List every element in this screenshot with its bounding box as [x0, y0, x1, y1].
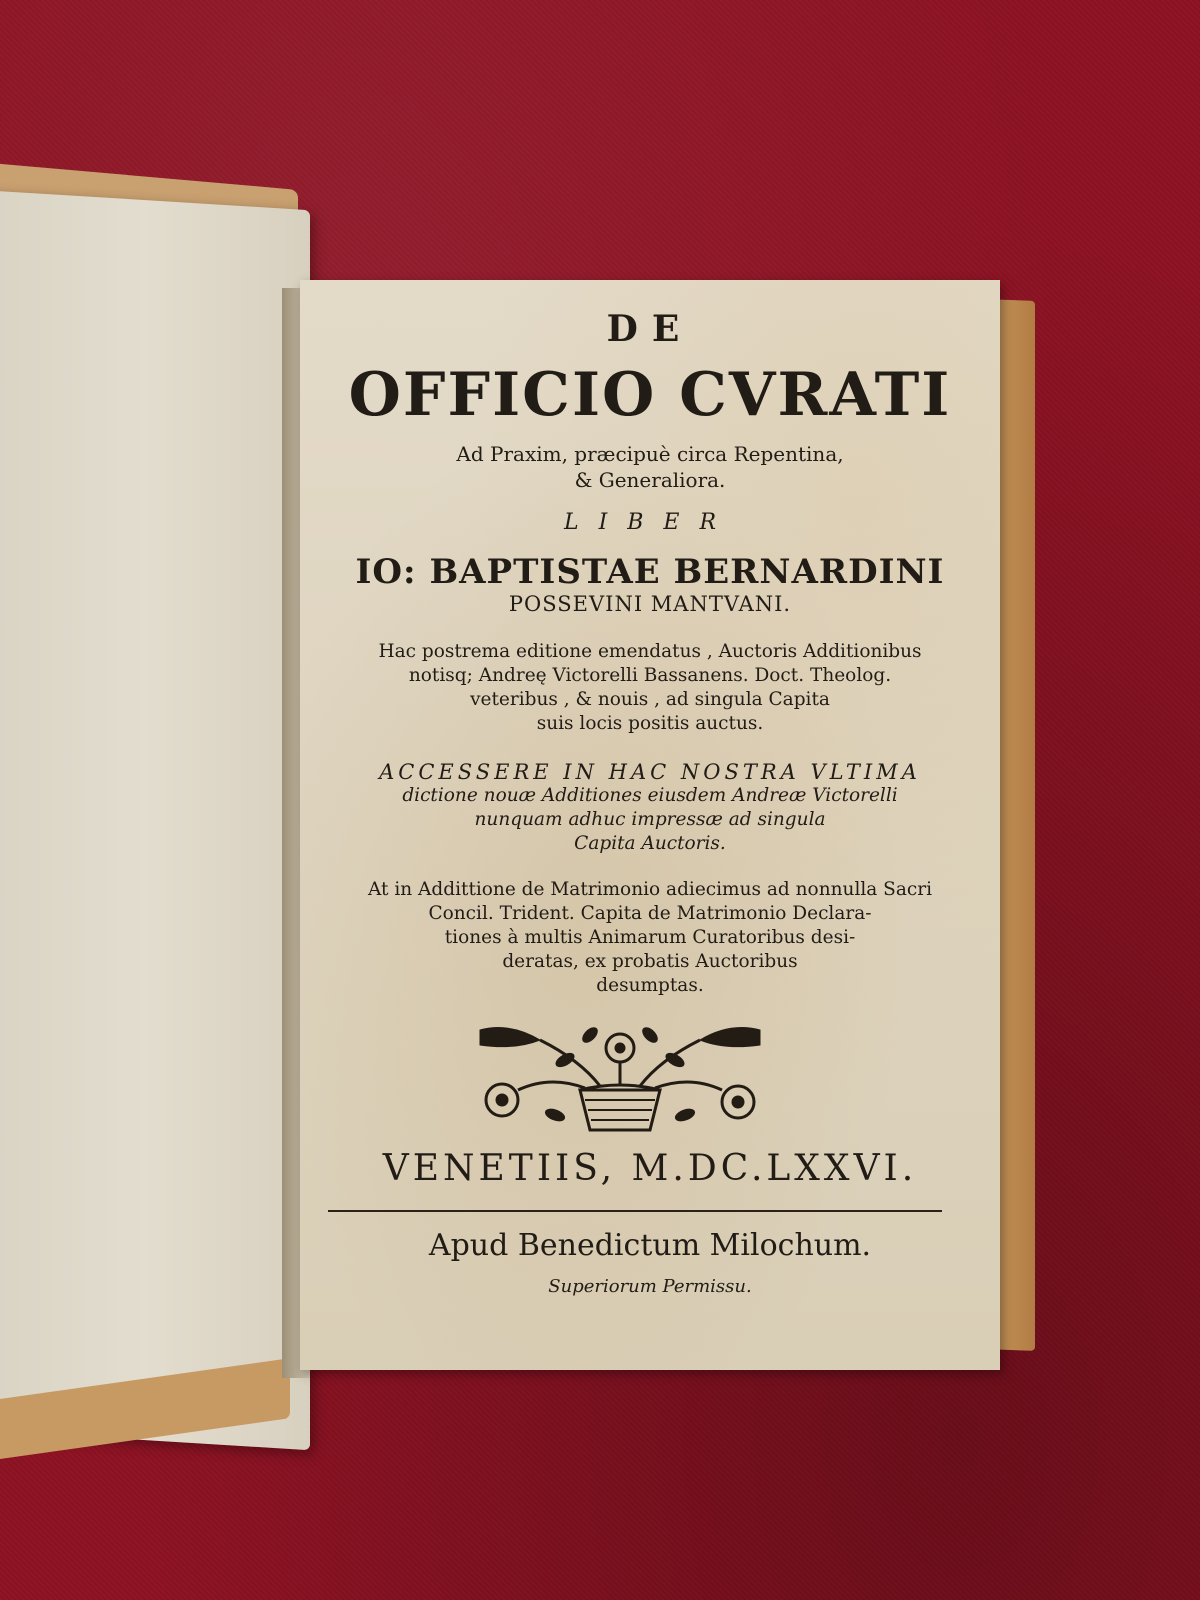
text-line: veteribus , & nouis , ad singula Capita: [470, 689, 830, 710]
author-name: IO: BAPTISTAE BERNARDINI: [355, 552, 945, 592]
printer-line: Apud Benedictum Milochum.: [428, 1228, 872, 1263]
text-line: dictione nouæ Additiones eiusdem Andreæ Victorelli: [402, 785, 898, 806]
text-line: Capita Auctoris.: [574, 833, 726, 854]
subtitle-line-1: Ad Praxim, præcipuè circa Repentina,: [456, 442, 844, 466]
text-line: suis locis positis auctus.: [536, 713, 764, 734]
text-line: desumptas.: [596, 975, 704, 996]
text-line: notisq; Andreę Victorelli Bassanens. Doct. Theolog.: [408, 665, 892, 686]
left-blank-page: [0, 190, 310, 1450]
place-and-date: VENETIIS, M.DC.LXXVI.: [382, 1148, 918, 1189]
matrimony-paragraph: [318, 878, 982, 998]
additions-paragraph: [318, 760, 982, 856]
subtitle-line-2: & Generaliora.: [574, 468, 726, 492]
title-page: [300, 280, 1000, 1370]
title-de: DE: [606, 308, 694, 350]
edition-paragraph: [318, 640, 982, 736]
text-line: ACCESSERE IN HAC NOSTRA VLTIMA: [379, 760, 921, 784]
divider-rule: [328, 1210, 942, 1212]
text-line: Hac postrema editione emendatus , Auctoris Additionibus: [378, 641, 922, 662]
text-line: At in Addittione de Matrimonio adiecimus ad nonnulla Sacri: [367, 879, 933, 900]
main-title: OFFICIO CVRATI: [348, 360, 952, 430]
text-line: deratas, ex probatis Auctoribus: [502, 951, 798, 972]
text-line: tiones à multis Animarum Curatoribus desi-: [444, 927, 856, 948]
text-line: Concil. Trident. Capita de Matrimonio Declara-: [428, 903, 872, 924]
flower-basket-woodcut-icon: [470, 1020, 770, 1140]
author-origin: POSSEVINI MANTVANI.: [508, 592, 792, 616]
permission-line: Superiorum Permissu.: [548, 1276, 752, 1297]
text-line: nunquam adhuc impressæ ad singula: [474, 809, 826, 830]
liber-label: LIBER: [563, 510, 737, 535]
